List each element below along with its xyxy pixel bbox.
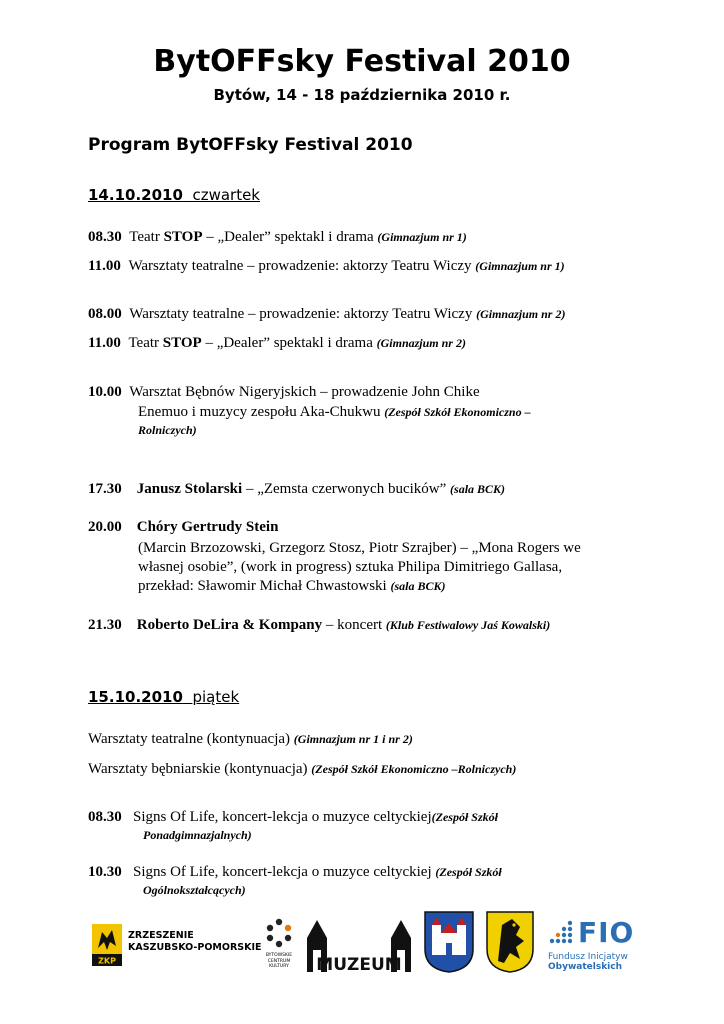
event-row-continued (138, 558, 562, 577)
muzeum-logo (303, 916, 415, 974)
zkp-griffin-icon (92, 924, 122, 966)
event-time: 08.30 (88, 809, 122, 825)
bck-text: BYTOWSKIE CENTRUM KULTURY (265, 953, 293, 969)
event-time: 21.30 (88, 617, 122, 633)
event-venue: (Gimnazjum nr 1) (475, 259, 565, 273)
zkp-badge-text: ZKP (98, 956, 116, 966)
event-row (88, 808, 498, 827)
event-row-continued (138, 403, 531, 422)
fio-subtitle (548, 952, 628, 972)
event-row (88, 730, 413, 749)
event-text: – „Zemsta czerwonych bucików” (242, 481, 451, 497)
event-performer: STOP (163, 229, 203, 245)
fio-subtitle-line2: Obywatelskich (548, 962, 623, 972)
event-performer: Roberto DeLira & Kompany (136, 617, 323, 633)
event-time: 11.00 (88, 258, 121, 274)
event-text: Enemuo i muzycy zespołu Aka-Chukwu (138, 404, 385, 420)
zkp-logo (92, 924, 122, 966)
event-time: 10.00 (88, 384, 122, 400)
castle-shield-icon (424, 911, 474, 973)
day2-weekday: piątek (192, 688, 240, 706)
zkp-wordmark (128, 930, 261, 954)
day1-date-heading (88, 186, 260, 204)
event-row (88, 257, 565, 276)
fio-subtitle-line1: Fundusz Inicjatyw (548, 952, 628, 962)
event-time: 08.00 (88, 306, 122, 322)
document-title: BytOFFsky Festival 2010 (153, 44, 571, 79)
event-venue: (sala BCK) (390, 579, 446, 593)
event-time: 10.30 (88, 864, 122, 880)
event-row (88, 863, 502, 882)
event-venue: (Gimnazjum nr 1) (377, 230, 467, 244)
event-venue: Ponadgimnazjalnych) (143, 828, 252, 842)
event-time: 20.00 (88, 519, 122, 535)
document-subtitle: Bytów, 14 - 18 października 2010 r. (213, 86, 511, 104)
event-venue: Ogólnokształcących) (143, 883, 246, 897)
event-venue: (sala BCK) (450, 482, 506, 496)
sponsor-logos (0, 908, 724, 978)
event-row (88, 518, 278, 537)
event-text: – „Dealer” spektakl i drama (201, 335, 377, 351)
bytow-coat-of-arms (424, 911, 474, 973)
event-text: Warsztat Bębnów Nigeryjskich – prowadzenie John Chike (129, 384, 480, 400)
event-time: 08.30 (88, 229, 122, 245)
event-text: Warsztaty bębniarskie (kontynuacja) (88, 761, 312, 777)
event-performer: STOP (162, 335, 202, 351)
muzeum-text: MUZEUM (316, 955, 402, 974)
day1-date: 14.10.2010 (88, 186, 183, 204)
event-text: Teatr (128, 335, 163, 351)
event-row (88, 383, 480, 402)
event-text: – „Dealer” spektakl i drama (202, 229, 378, 245)
event-row-continued (143, 826, 252, 845)
event-time: 11.00 (88, 335, 121, 351)
event-text: własnej osobie”, (work in progress) sztuka Philipa Dimitriego Gallasa, (138, 559, 563, 575)
event-row (88, 480, 505, 499)
event-text: – koncert (322, 617, 386, 633)
event-row-continued (138, 577, 445, 596)
program-heading: Program BytOFFsky Festival 2010 (88, 135, 413, 155)
event-venue: (Zespół Szkół Ekonomiczno –Rolniczych) (311, 762, 517, 776)
event-text: (Marcin Brzozowski, Grzegorz Stosz, Piotr Szrajber) – „Mona Rogers we (138, 540, 581, 556)
muzeum-towers-icon (303, 916, 415, 974)
event-row (88, 760, 516, 779)
event-text: Warsztaty teatralne – prowadzenie: aktorzy Teatru Wiczy (128, 258, 476, 274)
event-text: Signs Of Life, koncert-lekcja o muzyce celtyckiej (133, 809, 432, 825)
event-performer: Janusz Stolarski (136, 481, 243, 497)
zkp-line2: KASZUBSKO-POMORSKIE (128, 942, 262, 953)
event-time: 17.30 (88, 481, 122, 497)
bck-logo (262, 918, 296, 974)
pomorskie-coat-of-arms (486, 911, 534, 973)
event-text: Warsztaty teatralne – prowadzenie: aktorzy Teatru Wiczy (129, 306, 477, 322)
event-venue: (Zespół Szkół (431, 810, 498, 824)
event-venue: (Gimnazjum nr 2) (376, 336, 466, 350)
event-venue: (Zespół Szkół (435, 865, 502, 879)
event-text: Warsztaty teatralne (kontynuacja) (88, 731, 294, 747)
event-row (88, 334, 466, 353)
event-venue: Rolniczych) (138, 423, 197, 437)
day2-date: 15.10.2010 (88, 688, 183, 706)
event-row (88, 616, 550, 635)
day1-weekday: czwartek (192, 186, 260, 204)
event-venue: (Klub Festiwalowy Jaś Kowalski) (385, 618, 551, 632)
fio-dots-icon (548, 920, 574, 950)
day2-date-heading (88, 688, 239, 706)
event-performer: Chóry Gertrudy Stein (136, 519, 279, 535)
fio-wordmark: FIO (578, 916, 635, 949)
event-text: Signs Of Life, koncert-lekcja o muzyce celtyckiej (133, 864, 436, 880)
event-venue: (Zespół Szkół Ekonomiczno – (384, 405, 531, 419)
event-row-continued (138, 421, 197, 440)
bck-dots-icon (262, 918, 296, 948)
fio-logo (548, 916, 648, 974)
event-venue: (Gimnazjum nr 1 i nr 2) (293, 732, 413, 746)
event-venue: (Gimnazjum nr 2) (476, 307, 566, 321)
zkp-line1: ZRZESZENIE (128, 930, 194, 941)
event-row (88, 228, 467, 247)
event-row-continued (143, 881, 246, 900)
griffin-shield-icon (486, 911, 534, 973)
event-row-continued (138, 539, 581, 558)
event-text: Teatr (129, 229, 164, 245)
event-text: przekład: Sławomir Michał Chwastowski (138, 578, 391, 594)
event-row (88, 305, 565, 324)
